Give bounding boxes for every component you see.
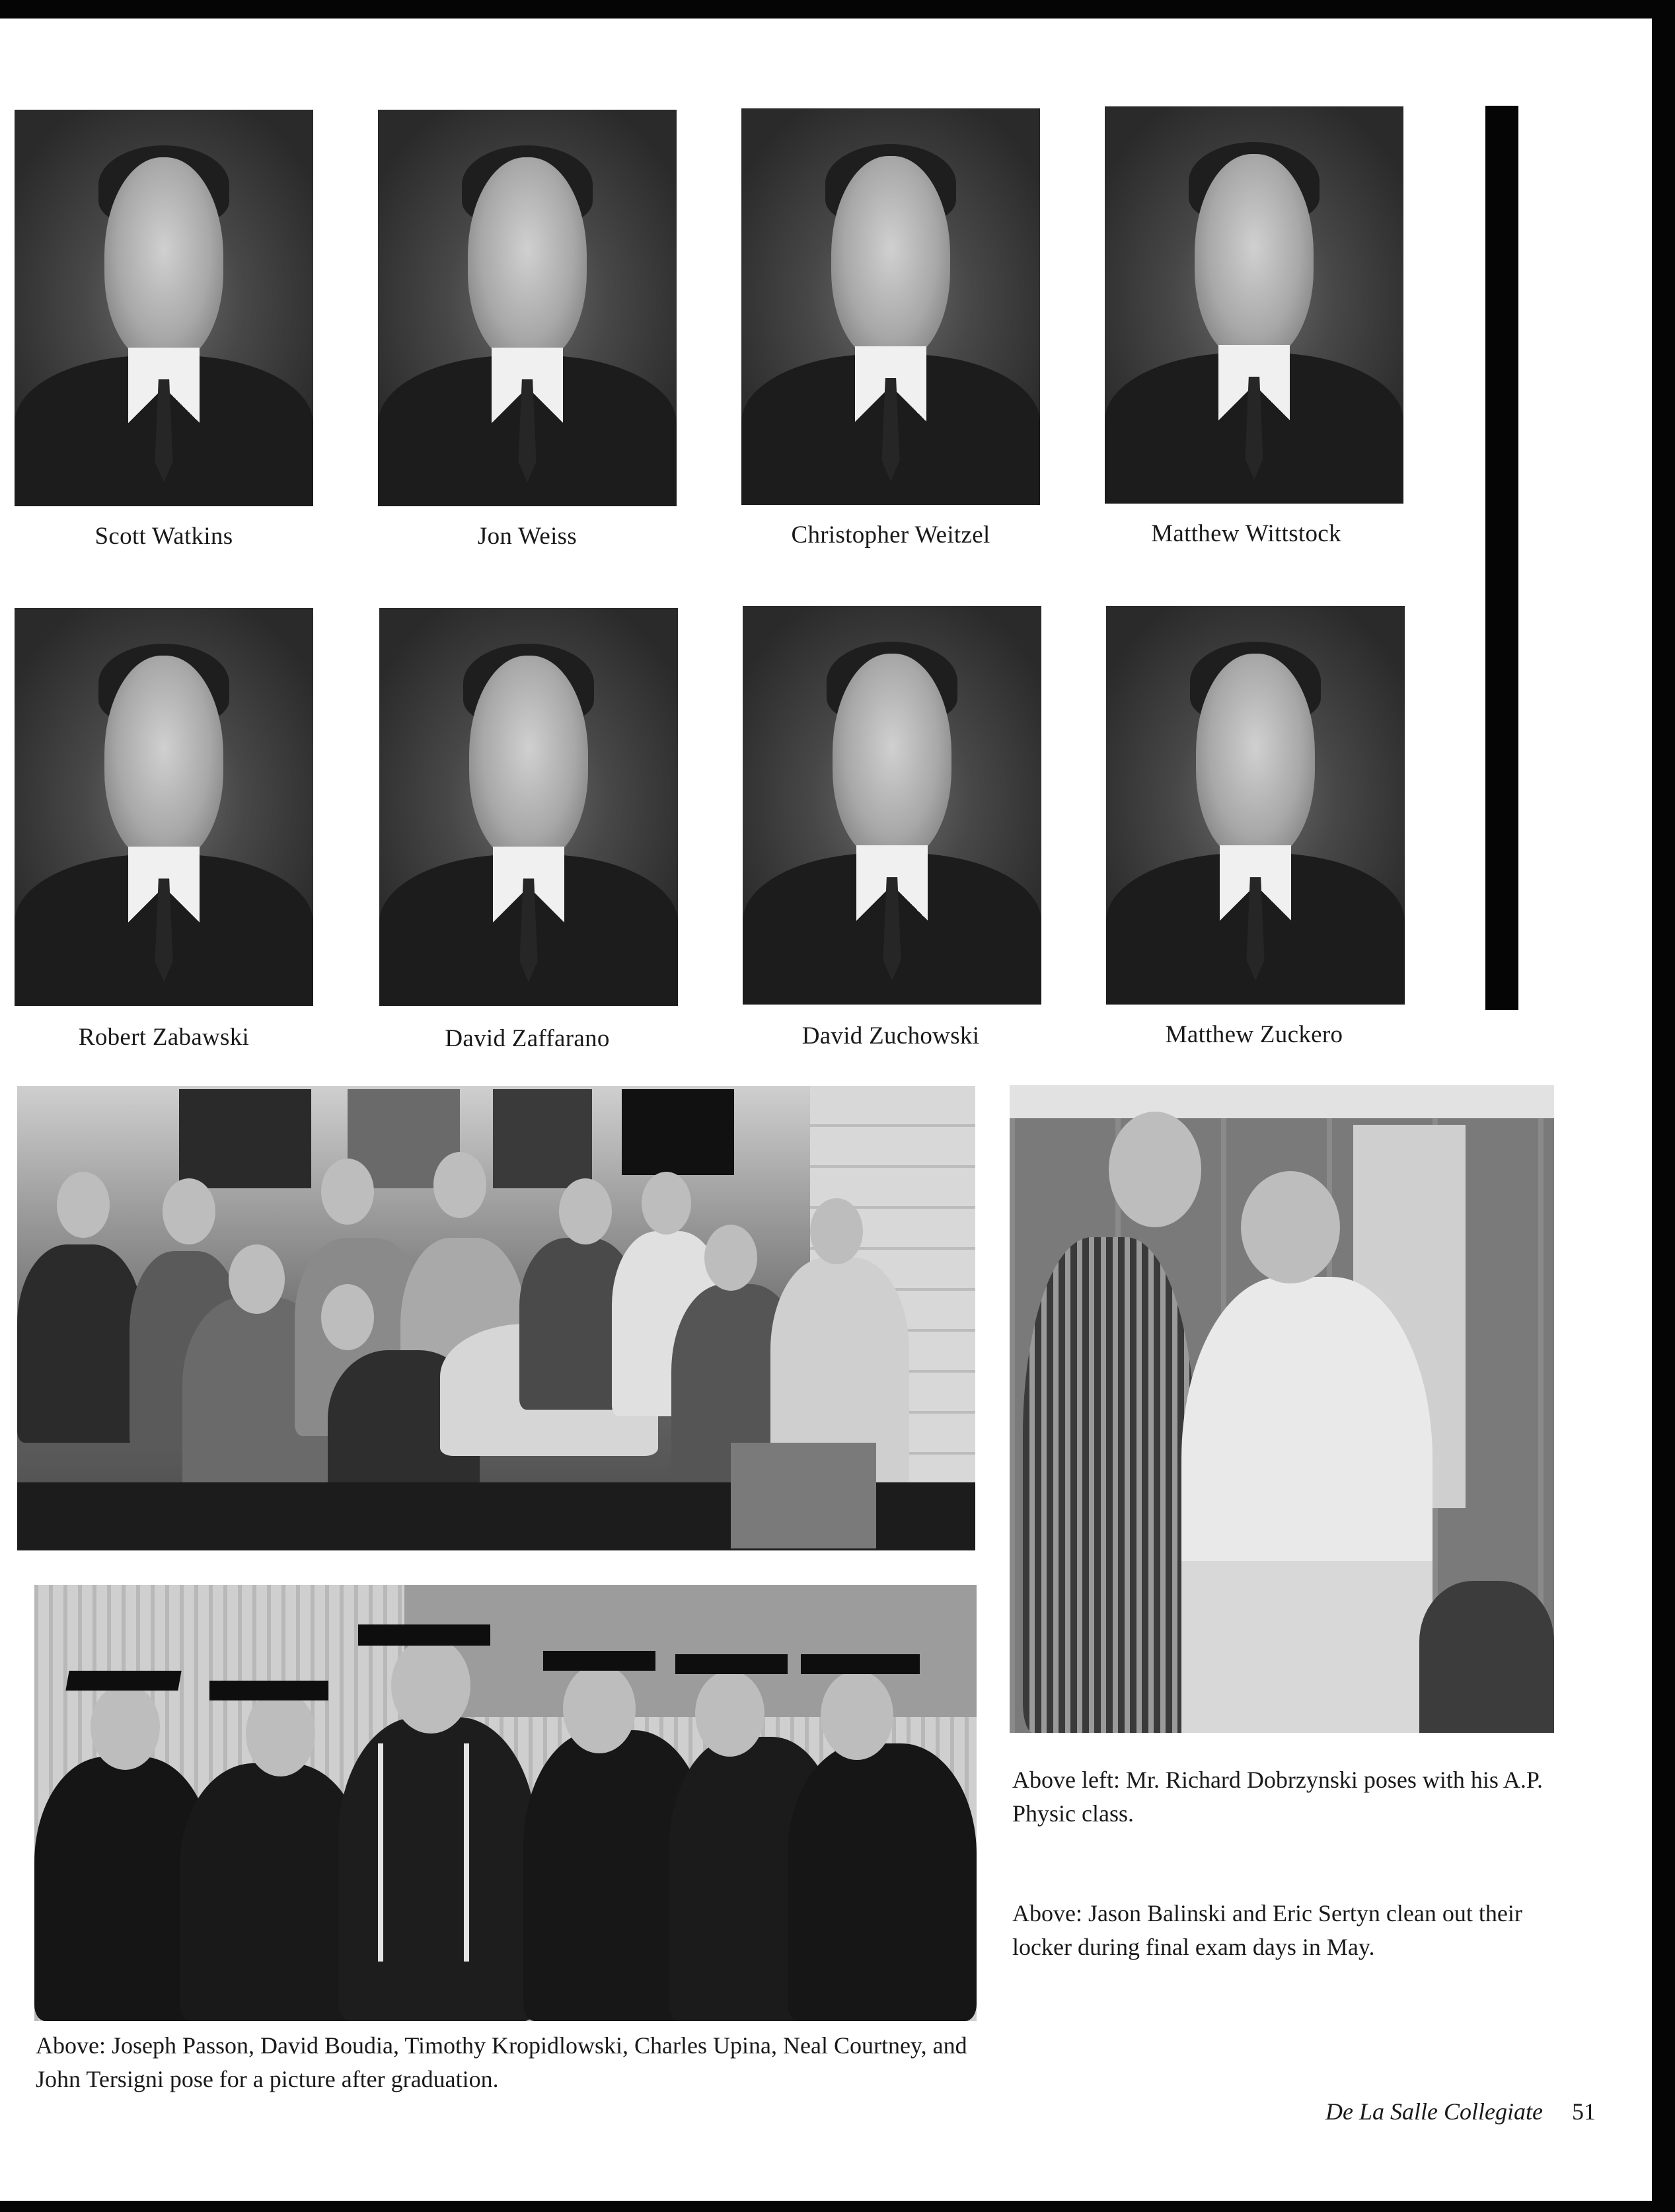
portrait-name: Jon Weiss [477, 523, 577, 550]
page-number: 51 [1571, 2098, 1596, 2125]
top-border [0, 0, 1675, 19]
bottom-border [0, 2201, 1675, 2212]
graduation-caption: Above: Joseph Passon, David Boudia, Timothy Kropidlowski, Charles Upina, Neal Courtney, and John Tersigni pose for a picture after graduation. [36, 2032, 967, 2092]
portrait-photo [743, 606, 1041, 1005]
portrait-photo [15, 608, 313, 1006]
page-footer [1325, 2098, 1596, 2125]
portrait-name: Matthew Zuckero [1165, 1021, 1343, 1048]
locker-caption: Above: Jason Balinski and Eric Sertyn clean out their locker during final exam days in May. [1012, 1900, 1522, 1960]
physics-class-photo [17, 1086, 975, 1550]
portrait-photo [1106, 606, 1405, 1005]
section-tab-bar [1485, 106, 1518, 1010]
physics-class-caption: Above left: Mr. Richard Dobrzynski poses with his A.P. Physic class. [1012, 1767, 1543, 1827]
portrait-photo [378, 110, 677, 506]
portrait-name: Robert Zabawski [78, 1024, 250, 1051]
portrait-name: Matthew Wittstock [1151, 520, 1341, 547]
portrait-photo [379, 608, 678, 1006]
portrait-photo [15, 110, 313, 506]
portrait-name: Christopher Weitzel [791, 521, 990, 549]
portrait-name: David Zuchowski [801, 1022, 980, 1049]
portrait-photo [741, 108, 1040, 505]
publication-name: De La Salle Collegiate [1325, 2098, 1543, 2125]
portrait-photo [1105, 106, 1403, 504]
locker-photo [1010, 1085, 1554, 1733]
right-border [1652, 0, 1675, 2212]
graduation-photo [34, 1585, 977, 2021]
portrait-name: David Zaffarano [445, 1025, 610, 1052]
portrait-name: Scott Watkins [94, 523, 233, 550]
